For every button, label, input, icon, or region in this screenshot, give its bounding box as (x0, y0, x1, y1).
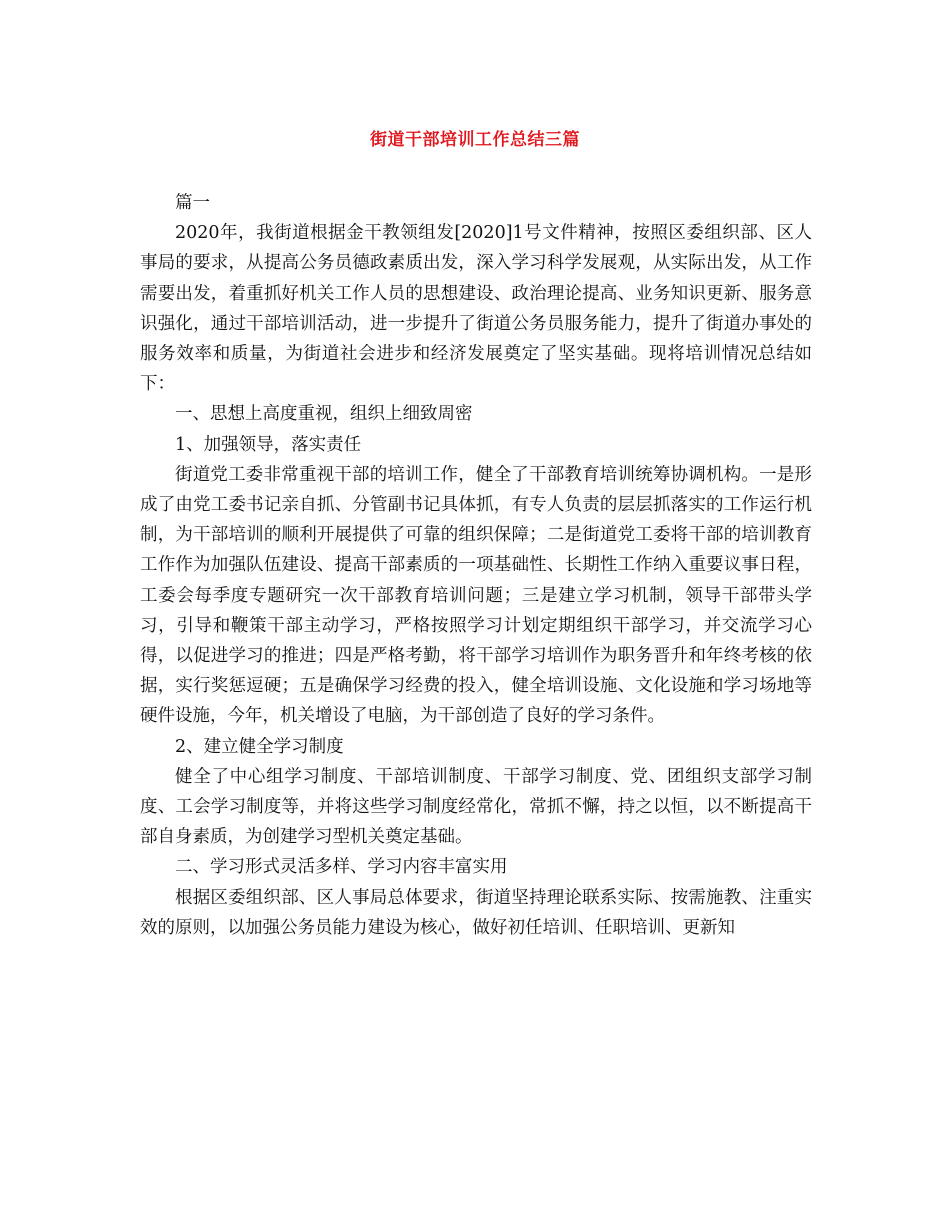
heading-1: 一、思想上高度重视，组织上细致周密 (175, 404, 473, 425)
body-paragraph: 健全了中心组学习制度、干部培训制度、干部学习制度、党、团组织支部学习制度、工会学习制度等，并将这些学习制度经常化，常抓不懈，持之以恒，以不断提高干部自身素质，为创建学习型机关奠定基础。 (140, 766, 812, 848)
body-paragraph: 街道党工委非常重视干部的培训工作，健全了干部教育培训统筹协调机构。一是形成了由党工委书记亲自抓、分管副书记具体抓，有专人负责的层层抓落实的工作运行机制，为干部培训的顺利开展提供了可靠的组织保障；二是街道党工委将干部的培训教育工作作为加强队伍建设、提高干部素质的一项基础性、长期性工作纳入重要议事日程，工委会每季度专题研究一次干部教育培训问题；三是建立学习机制，领导干部带头学习，引导和鞭策干部主动学习，严格按照学习计划定期组织干部学习，并交流学习心得，以促进学习的推进；四是严格考勤，将干部学习培训作为职务晋升和年终考核的依据，实行奖惩逗硬；五是确保学习经费的投入，健全培训设施、文化设施和学习场地等硬件设施，今年，机关增设了电脑，为干部创造了良好的学习条件。 (140, 464, 812, 727)
document-title: 街道干部培训工作总结三篇 (370, 130, 580, 150)
subheading-2: 2、建立健全学习制度 (175, 736, 344, 757)
intro-paragraph: 2020年，我街道根据金干教领组发[2020]1号文件精神，按照区委组织部、区人事局的要求，从提高公务员德政素质出发，深入学习科学发展观，从实际出发，从工作需要出发，着重抓好机关工作人员的思想建设、政治理论提高、业务知识更新、服务意识强化，通过干部培训活动，进一步提升了街道公务员服务能力，提升了街道办事处的服务效率和质量，为街道社会进步和经济发展奠定了坚实基础。现将培训情况总结如下： (140, 223, 812, 395)
section-label: 篇一 (175, 193, 210, 213)
subheading-1: 1、加强领导，落实责任 (175, 434, 362, 455)
heading-2: 二、学习形式灵活多样、学习内容丰富实用 (175, 857, 508, 878)
body-paragraph: 根据区委组织部、区人事局总体要求，街道坚持理论联系实际、按需施教、注重实效的原则，以加强公务员能力建设为核心，做好初任培训、任职培训、更新知 (140, 887, 812, 938)
document-body (140, 188, 812, 943)
